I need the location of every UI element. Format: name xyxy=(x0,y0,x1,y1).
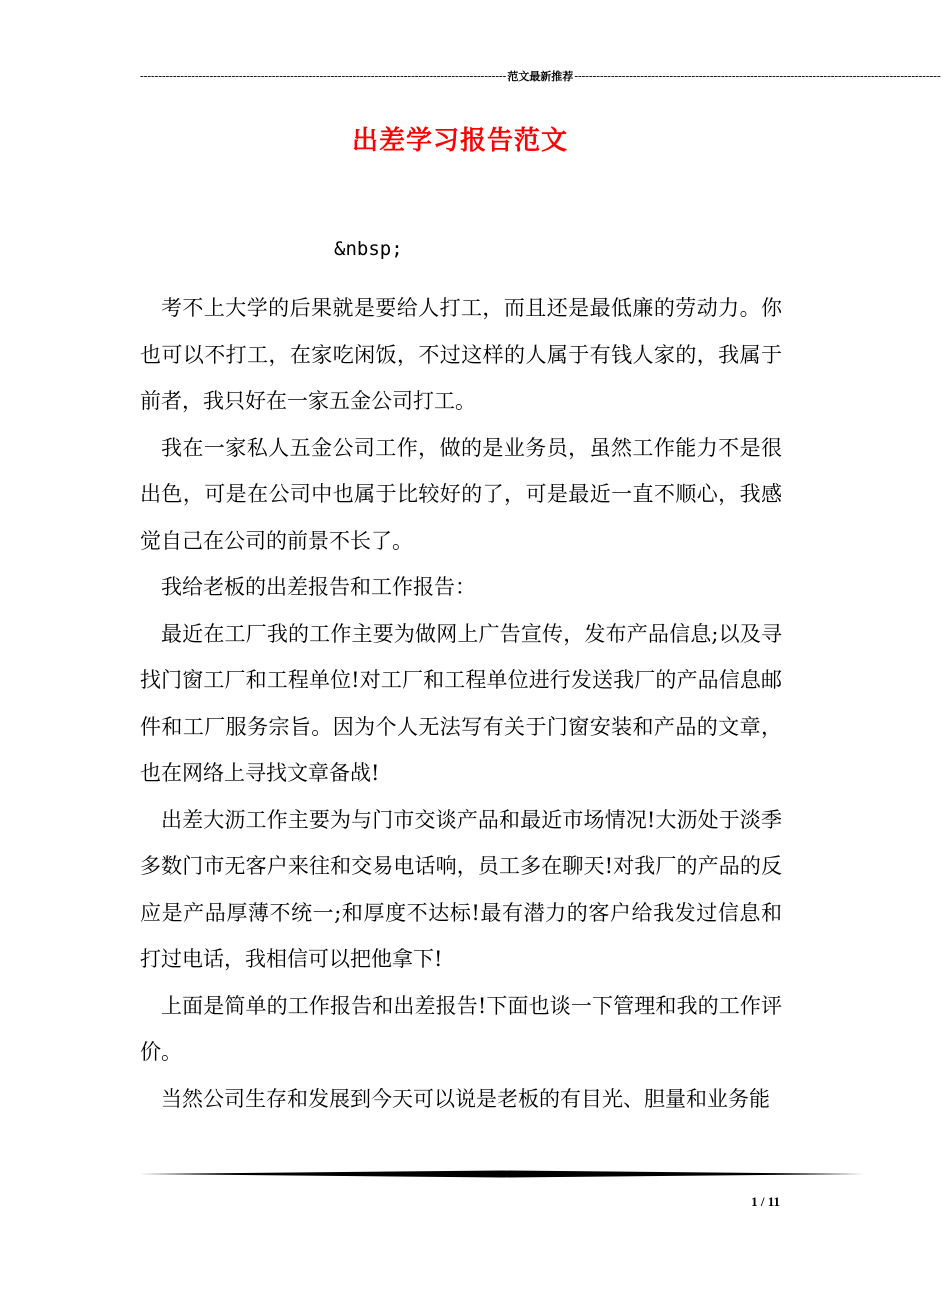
document-title: 出差学习报告范文 xyxy=(351,126,568,156)
header-dash-right: ---------------------------------------------------------------------------------------------------- xyxy=(574,70,941,82)
paragraph-3: 我给老板的出差报告和工作报告： xyxy=(161,575,476,599)
paragraph-5: 出差大沥工作主要为与门市交谈产品和最近市场情况!大沥处于淡季多数门市无客户来往和交易电话响，员工多在聊天!对我厂的产品的反应是产品厚薄不统一;和厚度不达标!最有潜力的客户给我发过信息和打过电话，我相信可以把他拿下! xyxy=(140,807,782,971)
page-header xyxy=(140,66,941,86)
paragraph-2: 我在一家私人五金公司工作，做的是业务员，虽然工作能力不是很出色，可是在公司中也属于比较好的了，可是最近一直不顺心，我感觉自己在公司的前景不长了。 xyxy=(140,435,782,553)
page-number: 1 / 11 xyxy=(751,1194,780,1209)
header-dash-left: ---------------------------------------------------------------------------------------------------- xyxy=(140,70,507,82)
paragraph-7: 当然公司生存和发展到今天可以说是老板的有目光、胆量和业务能 xyxy=(161,1086,770,1111)
paragraph-6: 上面是简单的工作报告和出差报告!下面也谈一下管理和我的工作评价。 xyxy=(140,993,782,1064)
paragraph-4: 最近在工厂我的工作主要为做网上广告宣传，发布产品信息;以及寻找门窗工厂和工程单位!对工厂和工程单位进行发送我厂的产品信息邮件和工厂服务宗旨。因为个人无法写有关于门窗安装和产品的文章，也在网络上寻找文章备战! xyxy=(140,621,782,785)
paragraph-1: 考不上大学的后果就是要给人打工，而且还是最低廉的劳动力。你也可以不打工，在家吃闲饭，不过这样的人属于有钱人家的，我属于前者，我只好在一家五金公司打工。 xyxy=(140,296,782,413)
nbsp-artifact-text: &nbsp; xyxy=(334,238,403,260)
header-label: 范文最新推荐 xyxy=(507,70,574,83)
footer-rule xyxy=(140,1170,864,1178)
document-body xyxy=(140,285,782,1122)
